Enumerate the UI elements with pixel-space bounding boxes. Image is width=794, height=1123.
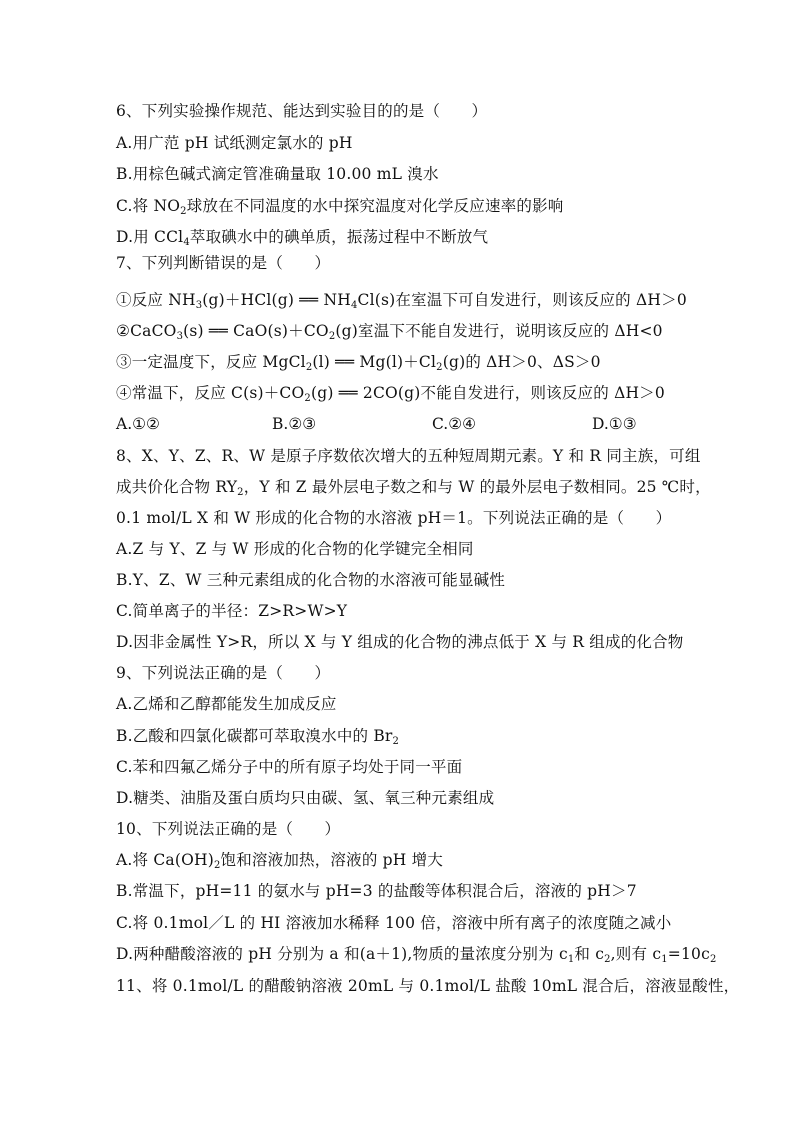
q8-option-c: C.简单离子的半径：Z>R>W>Y <box>116 602 348 620</box>
q7-statement-1: ①反应 $NH_3(g)+HCl(g)$ ══ $NH_4Cl(s)$在室温下可自发进行，则该反应的 ΔH＞0 <box>116 291 687 311</box>
q10-option-c: C.将 0.1mol／L 的 HI 溶液加水稀释 100 倍，溶液中所有离子的浓度随之减小 <box>116 914 672 932</box>
q10-stem: 10、下列说法正确的是（ ） <box>116 820 341 838</box>
q7-statement-3: ③一定温度下，反应 MgCl$_2$(l) ══ $Mg(l)+Cl_2(g)$的 ΔH＞0、ΔS＞0 <box>116 353 601 373</box>
q10-option-d: D.两种醋酸溶液的 pH 分别为 a 和(a＋1),物质的量浓度分别为 $c_1$和 $c_2$,则有 $c_1=10c_2$ <box>116 945 717 965</box>
q9-option-c: C.苯和四氟乙烯分子中的所有原子均处于同一平面 <box>116 758 463 776</box>
q9-stem: 9、下列说法正确的是（ ） <box>116 664 331 682</box>
q8-stem-line-3: 0.1 mol/L X 和 W 形成的化合物的水溶液 pH＝1。下列说法正确的是（ ） <box>116 509 672 527</box>
q7-option-d: D.①③ <box>592 415 637 433</box>
q10-option-a: A.将 $Ca(OH)_2$饱和溶液加热，溶液的 pH 增大 <box>116 851 444 871</box>
q11-stem: 11、将 0.1mol/L 的醋酸钠溶液 20mL 与 0.1mol/L 盐酸 10mL 混合后，溶液显酸性， <box>116 977 740 995</box>
q8-stem-line-1: 8、X、Y、Z、R、W 是原子序数依次增大的五种短周期元素。Y 和 R 同主族，可组 <box>116 447 701 465</box>
q8-option-a: A.Z 与 Y、Z 与 W 形成的化合物的化学键完全相同 <box>116 540 474 558</box>
q9-option-a: A.乙烯和乙醇都能发生加成反应 <box>116 695 337 713</box>
q7-stem: 7、下列判断错误的是（ ） <box>116 254 331 272</box>
q7-option-a: A.①② <box>116 415 160 433</box>
q7-statement-2: ②CaCO$_3$(s) ══ $CaO(s)+CO_2(g)$室温下不能自发进行，说明该反应的 ΔH<0 <box>116 322 663 342</box>
q9-option-b: B.乙酸和四氯化碳都可萃取溴水中的 $Br_2$ <box>116 727 400 747</box>
q6-option-a: A.用广范 pH 试纸测定氯水的 pH <box>116 134 353 152</box>
q8-option-b: B.Y、Z、W 三种元素组成的化合物的水溶液可能显碱性 <box>116 571 506 589</box>
q7-option-b: B.②③ <box>272 415 317 433</box>
q6-option-b: B.用棕色碱式滴定管准确量取 10.00 mL 溴水 <box>116 165 439 183</box>
q7-statement-4: ④常温下，反应 $C(s)+CO_2(g)$ ══ 2CO(g)不能自发进行，则该反应的 ΔH＞0 <box>116 384 665 404</box>
q6-stem: 6、下列实验操作规范、能达到实验目的的是（ ） <box>116 102 488 120</box>
q7-option-c: C.②④ <box>432 415 477 433</box>
q10-option-b: B.常温下，pH=11 的氨水与 pH=3 的盐酸等体积混合后，溶液的 pH＞7 <box>116 882 637 900</box>
q8-option-d: D.因非金属性 Y>R，所以 X 与 Y 组成的化合物的沸点低于 X 与 R 组成的化合物 <box>116 633 684 651</box>
q6-option-d: D.用 CCl$_4$萃取碘水中的碘单质，振荡过程中不断放气 <box>116 228 489 248</box>
q9-option-d: D.糖类、油脂及蛋白质均只由碳、氢、氧三种元素组成 <box>116 789 495 807</box>
q6-option-c: C.将 $NO_2$球放在不同温度的水中探究温度对化学反应速率的影响 <box>116 197 564 217</box>
q8-stem-line-2: 成共价化合物 $RY_2$，Y 和 Z 最外层电子数之和与 W 的最外层电子数相同。25 ℃时， <box>116 478 711 498</box>
